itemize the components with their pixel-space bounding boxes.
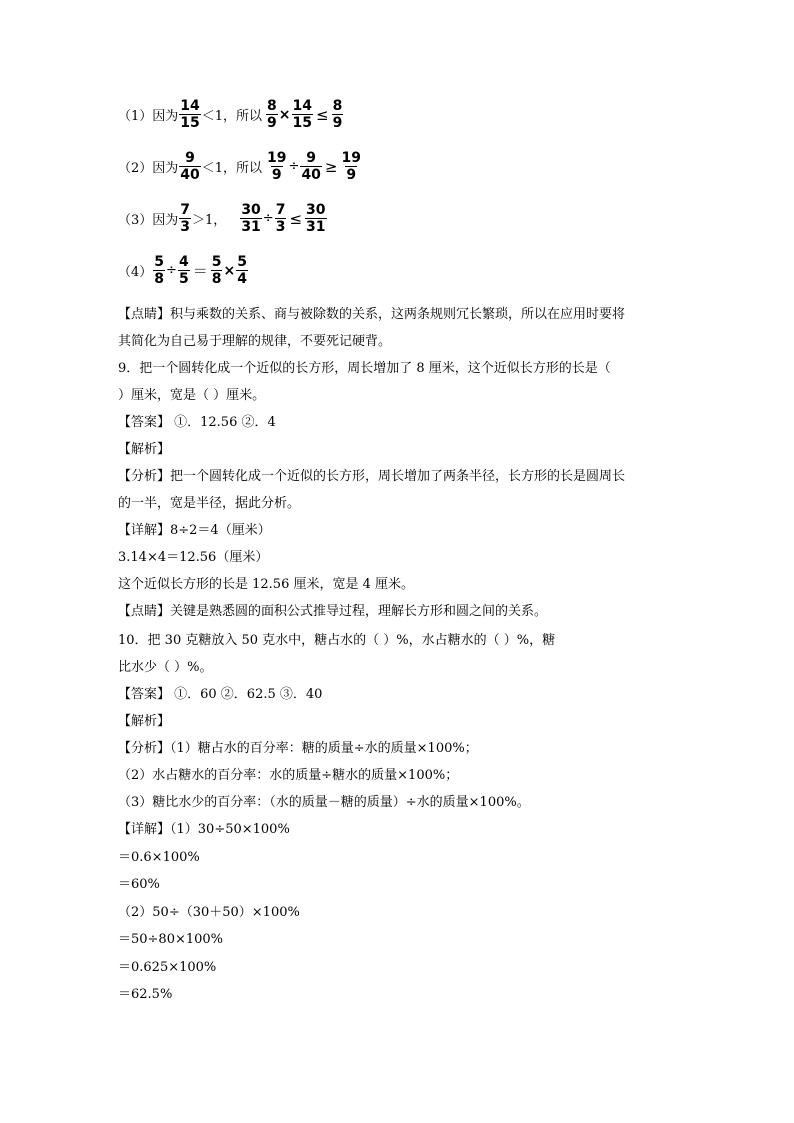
q10-detail-line-2: ＝0.6×100% [118,850,200,865]
fraction: $\frac{5}{4}$ [237,254,247,287]
fraction: $\frac{8}{9}$ [332,98,343,131]
q10-question-line-1: 10．把 30 克糖放入 50 克水中，糖占水的（ ）%，水占糖水的（ ）%，糖 [118,633,556,648]
q8-note-line-1: 【点睛】积与乘数的关系、商与被除数的关系，这两条规则冗长繁琐，所以在应用时要将 [118,307,626,322]
relation-symbol: ≤ [289,209,303,228]
relation-symbol: ≥ [324,157,338,176]
q10-detail-line-7: ＝62.5% [118,987,173,1002]
q10-analysis-line-2: （2）水占糖水的百分率：水的质量÷糖水的质量×100%； [118,768,459,783]
fraction: $\frac{9}{40}$ [180,150,200,183]
fraction: $\frac{14}{15}$ [292,98,313,131]
q8-item-3 [118,202,328,235]
q9-detail-line-1: 【详解】8÷2＝4（厘米） [118,523,271,538]
relation-symbol: ＝ [192,262,208,280]
fraction: $\frac{7}{3}$ [180,202,191,235]
q8-item-1 [118,98,344,131]
q10-question-line-2: 比水少（ ）%。 [118,660,213,675]
fraction: $\frac{5}{8}$ [154,254,165,287]
q9-analysis-line-1: 【分析】把一个圆转化成一个近似的长方形，周长增加了两条半径，长方形的长是圆周长 [118,469,626,484]
item-prefix: （4） [118,265,153,280]
q10-analysis-line-1: 【分析】（1）糖占水的百分率：糖的质量÷水的质量×100%； [118,741,478,756]
q9-answer: 【答案】 ①．12.56 ②．4 [118,415,276,430]
fraction: $\frac{14}{15}$ [180,98,200,131]
fraction: $\frac{8}{9}$ [267,98,277,131]
fraction: $\frac{30}{31}$ [306,202,326,235]
q8-item-2 [118,150,363,183]
q9-note: 【点睛】关键是熟悉圆的面积公式推导过程，理解长方形和圆之间的关系。 [118,604,548,619]
operator: ÷ [288,159,300,174]
q10-detail-line-3: ＝60% [118,877,160,892]
fraction: $\frac{5}{8}$ [211,254,222,287]
operator: × [223,262,236,279]
item-prefix: （3）因为 [118,213,179,228]
q8-note-line-2: 其简化为自己易于理解的规律，不要死记硬背。 [118,334,392,349]
fraction: $\frac{30}{31}$ [241,202,261,235]
condition-text: ＞1， [192,213,227,228]
condition-text: ＜1，所以 [201,109,263,124]
q10-detail-line-1: 【详解】（1）30÷50×100% [118,822,290,837]
fraction: $\frac{19}{9}$ [341,150,361,183]
item-prefix: （1）因为 [118,109,179,124]
fraction: $\frac{19}{9}$ [267,150,287,183]
q10-detail-line-4: （2）50÷（30＋50）×100% [118,905,300,920]
q9-jiexi-heading: 【解析】 [118,442,171,457]
fraction: $\frac{7}{3}$ [275,202,286,235]
q10-detail-line-6: ＝0.625×100% [118,960,217,975]
operator: × [278,106,291,123]
item-prefix: （2）因为 [118,161,179,176]
q9-question-line-1: 9．把一个圆转化成一个近似的长方形，周长增加了 8 厘米，这个近似长方形的长是（ [118,361,611,376]
q10-jiexi-heading: 【解析】 [118,714,171,729]
q9-analysis-line-2: 的一半，宽是半径，据此分析。 [118,496,301,511]
q8-item-4 [118,254,249,287]
q10-detail-line-5: ＝50÷80×100% [118,932,224,947]
q9-question-line-2: ）厘米，宽是（ ）厘米。 [118,388,266,403]
fraction: $\frac{4}{5}$ [178,254,189,287]
relation-symbol: ≤ [316,105,329,124]
q10-analysis-line-3: （3）糖比水少的百分率：（水的质量－糖的质量）÷水的质量×100%。 [118,795,530,810]
condition-text: ＜1，所以 [201,161,263,176]
operator: ÷ [262,211,274,226]
q9-detail-line-2: 3.14×4＝12.56（厘米） [118,550,269,565]
q10-answer: 【答案】 ①．60 ②．62.5 ③．40 [118,687,323,702]
operator: ÷ [166,263,177,278]
fraction: $\frac{9}{40}$ [301,150,321,183]
q9-detail-line-3: 这个近似长方形的长是 12.56 厘米，宽是 4 厘米。 [118,577,415,592]
